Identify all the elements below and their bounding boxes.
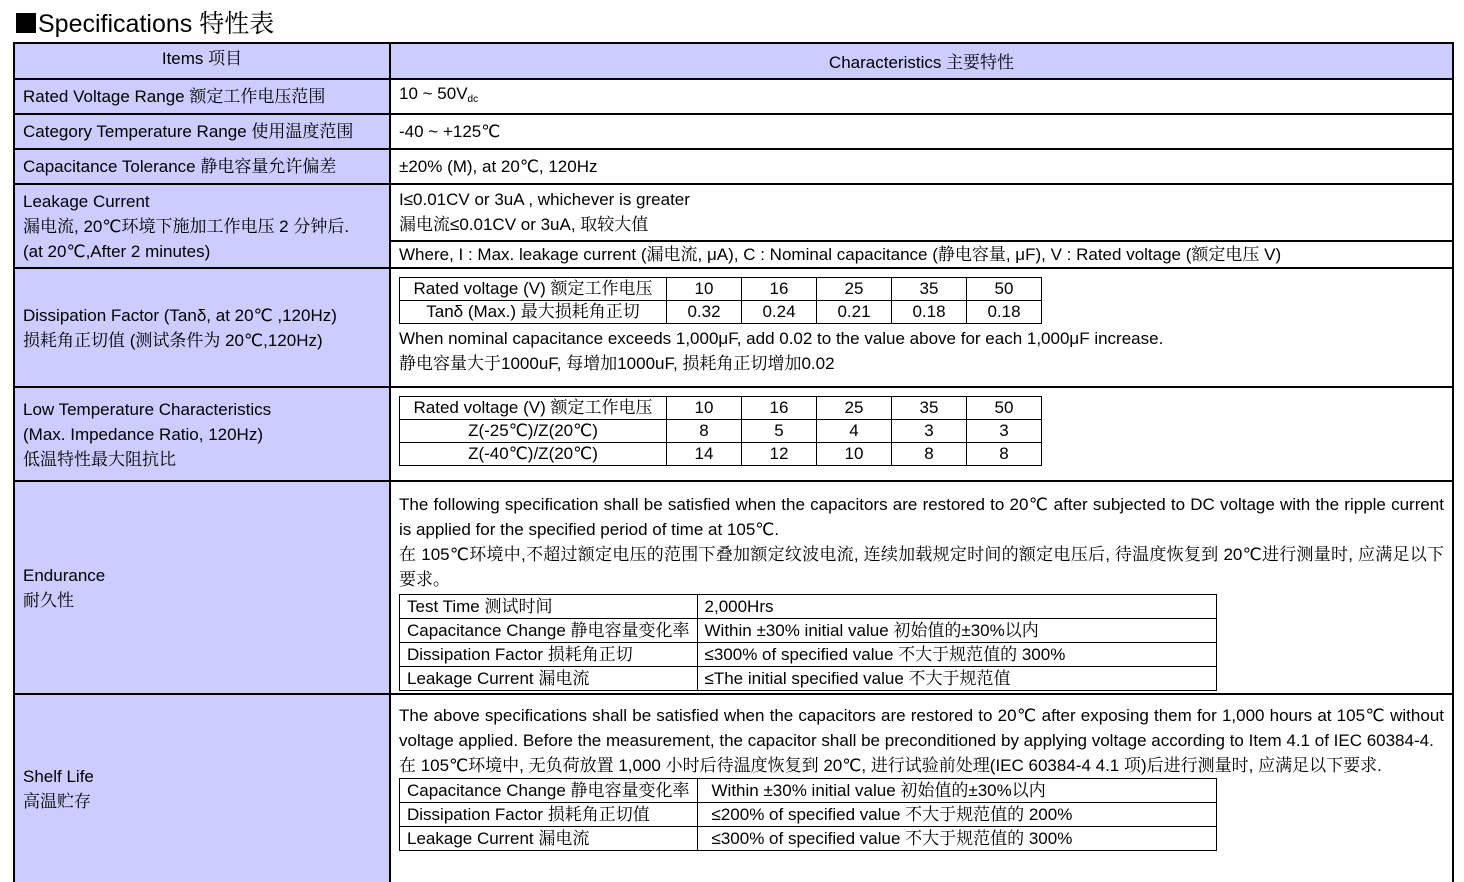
- leakage-label-line-2: 漏电流, 20℃环境下施加工作电压 2 分钟后.: [23, 216, 350, 236]
- dissipation-label-line-2: 损耗角正切值 (测试条件为 20℃,120Hz): [23, 330, 323, 350]
- leakage-value-line-2: 漏电流≤0.01CV or 3uA, 取较大值: [399, 215, 649, 234]
- impedance-row-label: Z(-25℃)/Z(20℃): [400, 420, 667, 443]
- criteria-value: Within ±30% initial value 初始值的±30%以内: [697, 619, 1216, 643]
- impedance-cell: 3: [892, 420, 967, 443]
- endurance-text-chinese: 在 105℃环境中,不超过额定电压的范围下叠加额定纹波电流, 连续加载规定时间的额定电压后, 待温度恢复到 20℃进行测量时, 应满足以下要求。: [399, 545, 1444, 589]
- dissipation-note-english: When nominal capacitance exceeds 1,000μF, add 0.02 to the value above for each 1,000μF increase.: [399, 329, 1164, 348]
- voltage-cell: 25: [817, 278, 892, 301]
- voltage-cell: 35: [892, 278, 967, 301]
- endurance-label-english: Endurance: [23, 565, 106, 585]
- criteria-item: Test Time 测试时间: [400, 595, 698, 619]
- criteria-value: 2,000Hrs: [697, 595, 1216, 619]
- low-temperature-value: [390, 387, 1453, 481]
- leakage-current-label: [14, 184, 390, 268]
- endurance-criteria-row: [400, 667, 1217, 691]
- leakage-value-line-3: Where, I : Max. leakage current (漏电流, μA), C : Nominal capacitance (静电容量, μF), V : Rated voltage (额定电压 V): [391, 240, 1452, 267]
- shelf-life-text-english: The above specifications shall be satisfied when the capacitors are restored to 20℃ after exposing them for 1,000 hours at 105℃ without voltage applied. Before the measurement, the capacitor shall be preconditioned by applying voltage according to Item 4.1 of IEC 60384-4.: [399, 706, 1444, 750]
- criteria-value: Within ±30% initial value 初始值的±30%以内: [697, 779, 1216, 803]
- rated-voltage-header: Rated voltage (V) 额定工作电压: [400, 397, 667, 420]
- voltage-cell: 16: [742, 397, 817, 420]
- impedance-row-minus-25: [400, 420, 1042, 443]
- low-temp-label-line-2: (Max. Impedance Ratio, 120Hz): [23, 424, 263, 444]
- header-characteristics: Characteristics 主要特性: [390, 43, 1453, 79]
- rated-voltage-label: Rated Voltage Range 额定工作电压范围: [14, 79, 390, 114]
- impedance-row-minus-40: [400, 443, 1042, 466]
- row-rated-voltage: [14, 79, 1453, 114]
- shelf-life-label: [14, 694, 390, 882]
- dissipation-note-chinese: 静电容量大于1000uF, 每增加1000uF, 损耗角正切增加0.02: [399, 354, 835, 373]
- criteria-value: ≤300% of specified value 不大于规范值的 300%: [697, 827, 1216, 851]
- voltage-cell: 16: [742, 278, 817, 301]
- voltage-cell: 10: [667, 397, 742, 420]
- dissipation-factor-label: [14, 268, 390, 387]
- low-temp-label-line-3: 低温特性最大阻抗比: [23, 449, 176, 469]
- tan-delta-header-row: [400, 278, 1042, 301]
- voltage-cell: 50: [967, 397, 1042, 420]
- leakage-current-value: [390, 184, 1453, 268]
- shelf-life-label-chinese: 高温贮存: [23, 792, 91, 811]
- criteria-item: Dissipation Factor 损耗角正切值: [400, 803, 698, 827]
- leakage-label-line-1: Leakage Current: [23, 191, 150, 211]
- rated-voltage-header: Rated voltage (V) 额定工作电压: [400, 278, 667, 301]
- impedance-cell: 8: [967, 443, 1042, 466]
- shelf-life-label-english: Shelf Life: [23, 767, 94, 786]
- endurance-label: [14, 481, 390, 694]
- header-row: [14, 43, 1453, 79]
- row-low-temperature: [14, 387, 1453, 481]
- criteria-item: Dissipation Factor 损耗角正切: [400, 643, 698, 667]
- header-items: Items 项目: [14, 43, 390, 79]
- category-temperature-label: Category Temperature Range 使用温度范围: [14, 114, 390, 149]
- impedance-header-row: [400, 397, 1042, 420]
- voltage-cell: 35: [892, 397, 967, 420]
- impedance-cell: 14: [667, 443, 742, 466]
- criteria-item: Leakage Current 漏电流: [400, 827, 698, 851]
- square-bullet-icon: [16, 13, 36, 33]
- dissipation-label-line-1: Dissipation Factor (Tanδ, at 20℃ ,120Hz): [23, 305, 337, 325]
- impedance-row-label: Z(-40℃)/Z(20℃): [400, 443, 667, 466]
- impedance-cell: 3: [967, 420, 1042, 443]
- capacitance-tolerance-label: Capacitance Tolerance 静电容量允许偏差: [14, 149, 390, 184]
- endurance-criteria-row: [400, 619, 1217, 643]
- endurance-value: [390, 481, 1453, 694]
- title-english: Specifications: [38, 10, 193, 38]
- shelf-life-criteria-table: [399, 778, 1217, 851]
- low-temp-label-line-1: Low Temperature Characteristics: [23, 399, 272, 419]
- criteria-item: Leakage Current 漏电流: [400, 667, 698, 691]
- endurance-label-chinese: 耐久性: [23, 590, 74, 610]
- endurance-criteria-row: [400, 643, 1217, 667]
- tan-delta-cell: 0.24: [742, 301, 817, 324]
- voltage-cell: 25: [817, 397, 892, 420]
- row-endurance: [14, 481, 1453, 694]
- row-category-temperature: [14, 114, 1453, 149]
- tan-delta-cell: 0.21: [817, 301, 892, 324]
- criteria-item: Capacitance Change 静电容量变化率: [400, 779, 698, 803]
- leakage-label-line-3: (at 20℃,After 2 minutes): [23, 241, 211, 261]
- voltage-cell: 10: [667, 278, 742, 301]
- impedance-cell: 10: [817, 443, 892, 466]
- impedance-cell: 8: [892, 443, 967, 466]
- row-dissipation-factor: [14, 268, 1453, 387]
- rated-voltage-dc: dc: [467, 94, 479, 105]
- category-temperature-value: -40 ~ +125℃: [390, 114, 1453, 149]
- criteria-value: ≤The initial specified value 不大于规范值: [697, 667, 1216, 691]
- shelf-life-criteria-row: [400, 803, 1217, 827]
- endurance-text-english: The following specification shall be satisfied when the capacitors are restored to 20℃ after subjected to DC voltage with the ripple current is applied for the specified period of time at 105℃.: [399, 495, 1444, 539]
- row-shelf-life: [14, 694, 1453, 882]
- impedance-cell: 12: [742, 443, 817, 466]
- shelf-life-criteria-row: [400, 779, 1217, 803]
- capacitance-tolerance-value: ±20% (M), at 20℃, 120Hz: [390, 149, 1453, 184]
- dissipation-factor-value: [390, 268, 1453, 387]
- leakage-value-line-1: I≤0.01CV or 3uA , whichever is greater: [399, 190, 690, 209]
- shelf-life-criteria-row: [400, 827, 1217, 851]
- impedance-cell: 4: [817, 420, 892, 443]
- tan-delta-cell: 0.18: [892, 301, 967, 324]
- tan-delta-cell: 0.18: [967, 301, 1042, 324]
- row-capacitance-tolerance: [14, 149, 1453, 184]
- criteria-value: ≤300% of specified value 不大于规范值的 300%: [697, 643, 1216, 667]
- endurance-criteria-row: [400, 595, 1217, 619]
- impedance-ratio-table: [399, 396, 1042, 466]
- shelf-life-value: [390, 694, 1453, 882]
- low-temperature-label: [14, 387, 390, 481]
- impedance-cell: 5: [742, 420, 817, 443]
- tan-delta-values-row: [400, 301, 1042, 324]
- tan-delta-cell: 0.32: [667, 301, 742, 324]
- page-title: [16, 8, 274, 40]
- row-leakage-current: [14, 184, 1453, 268]
- tan-delta-table: [399, 277, 1042, 324]
- rated-voltage-number: 10 ~ 50V: [399, 84, 468, 103]
- title-chinese: 特性表: [199, 10, 275, 38]
- criteria-value: ≤200% of specified value 不大于规范值的 200%: [697, 803, 1216, 827]
- specifications-table: [13, 42, 1454, 882]
- tan-delta-row-label: Tanδ (Max.) 最大损耗角正切: [400, 301, 667, 324]
- voltage-cell: 50: [967, 278, 1042, 301]
- shelf-life-text-chinese: 在 105℃环境中, 无负荷放置 1,000 小时后待温度恢复到 20℃, 进行试验前处理(IEC 60384-4 4.1 项)后进行测量时, 应满足以下要求.: [399, 756, 1382, 775]
- impedance-cell: 8: [667, 420, 742, 443]
- criteria-item: Capacitance Change 静电容量变化率: [400, 619, 698, 643]
- endurance-criteria-table: [399, 594, 1217, 691]
- rated-voltage-value: [390, 79, 1453, 114]
